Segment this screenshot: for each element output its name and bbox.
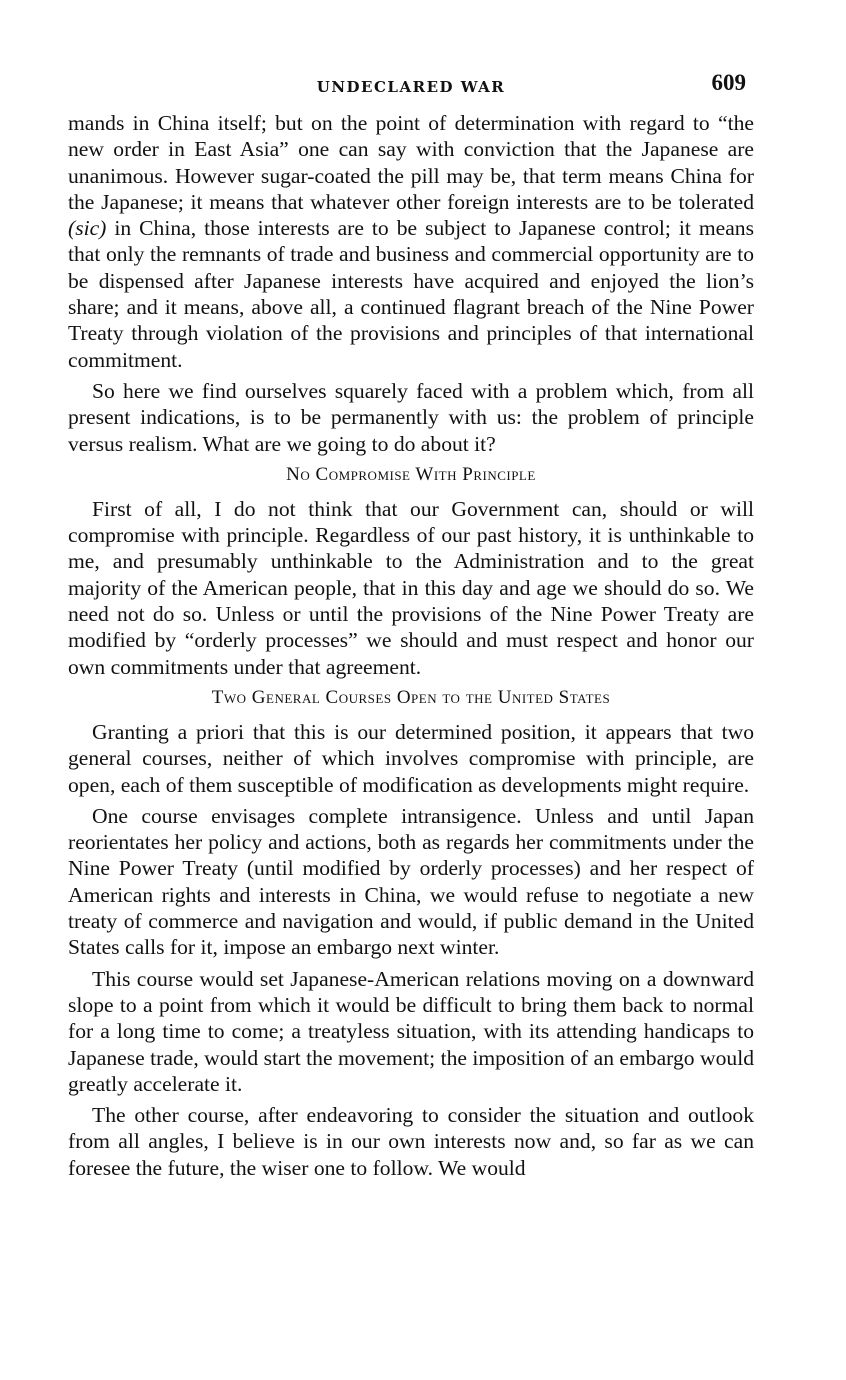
page-number: 609 <box>711 70 746 95</box>
paragraph-2: So here we find ourselves squarely faced with a problem which, from all present indications, is to be permanently with us: the problem of principle versus realism. What are we going to do about it? <box>68 378 754 456</box>
paragraph-1 <box>68 110 754 373</box>
section-heading-two-courses: Two General Courses Open to the United States <box>211 686 611 708</box>
paragraph-4: Granting a priori that this is our determined position, it appears that two general courses, neither of which involves compromise with principle, are open, each of them susceptible of modification as developments might require. <box>68 719 754 797</box>
running-title: UNDECLARED WAR <box>316 78 506 96</box>
paragraph-7: The other course, after endeavoring to consider the situation and outlook from all angles, I believe is in our own interests now and, so far as we can foresee the future, the wiser one to follow. We would <box>68 1103 754 1180</box>
paragraph-1-rest: in China, those interests are to be subject to Japanese control; it means that only the remnants of trade and business and commercial opportunity are to be dispensed after Japanese interests have acquired and enjoyed the lion’s share; and it means, above all, a continued flagrant breach of the Nine Power Treaty through violation of the provisions and principles of that international commitment. <box>68 216 754 372</box>
running-head <box>68 70 754 106</box>
paragraph-5: One course envisages complete intransigence. Unless and until Japan reorientates her policy and actions, both as regards her commitments under the Nine Power Treaty (until modified by orderly processes) and her respect of American rights and interests in China, we would refuse to negotiate a new treaty of commerce and navigation and would, if public demand in the United States calls for it, impose an embargo next winter. <box>68 803 754 960</box>
paragraph-1-text: mands in China itself; but on the point of determination with regard to “the new order in East Asia” one can say with conviction that the Japanese are unanimous. However sugar-coated the pill may be, that term means China for the Japanese; it means that whatever other foreign interests are to be tolerated <box>68 111 754 214</box>
paragraph-6: This course would set Japanese-American relations moving on a downward slope to a point from which it would be difficult to bring them back to normal for a long time to come; a treatyless situation, with its attending handicaps to Japanese trade, would start the movement; the imposition of an embargo would greatly accelerate it. <box>68 966 754 1096</box>
book-page <box>68 70 754 1186</box>
section-heading-no-compromise: No Compromise With Principle <box>286 463 536 485</box>
sic-annotation: (sic) <box>68 216 107 241</box>
paragraph-3: First of all, I do not think that our Government can, should or will compromise with principle. Regardless of our past history, it is unthinkable to me, and presumably unthinkable to the Administration and to the great majority of the American people, that in this day and age we should do so. We need not do so. Unless or until the provisions of the Nine Power Treaty are modified by “orderly processes” we should and must respect and honor our own commitments under that agreement. <box>68 496 754 679</box>
